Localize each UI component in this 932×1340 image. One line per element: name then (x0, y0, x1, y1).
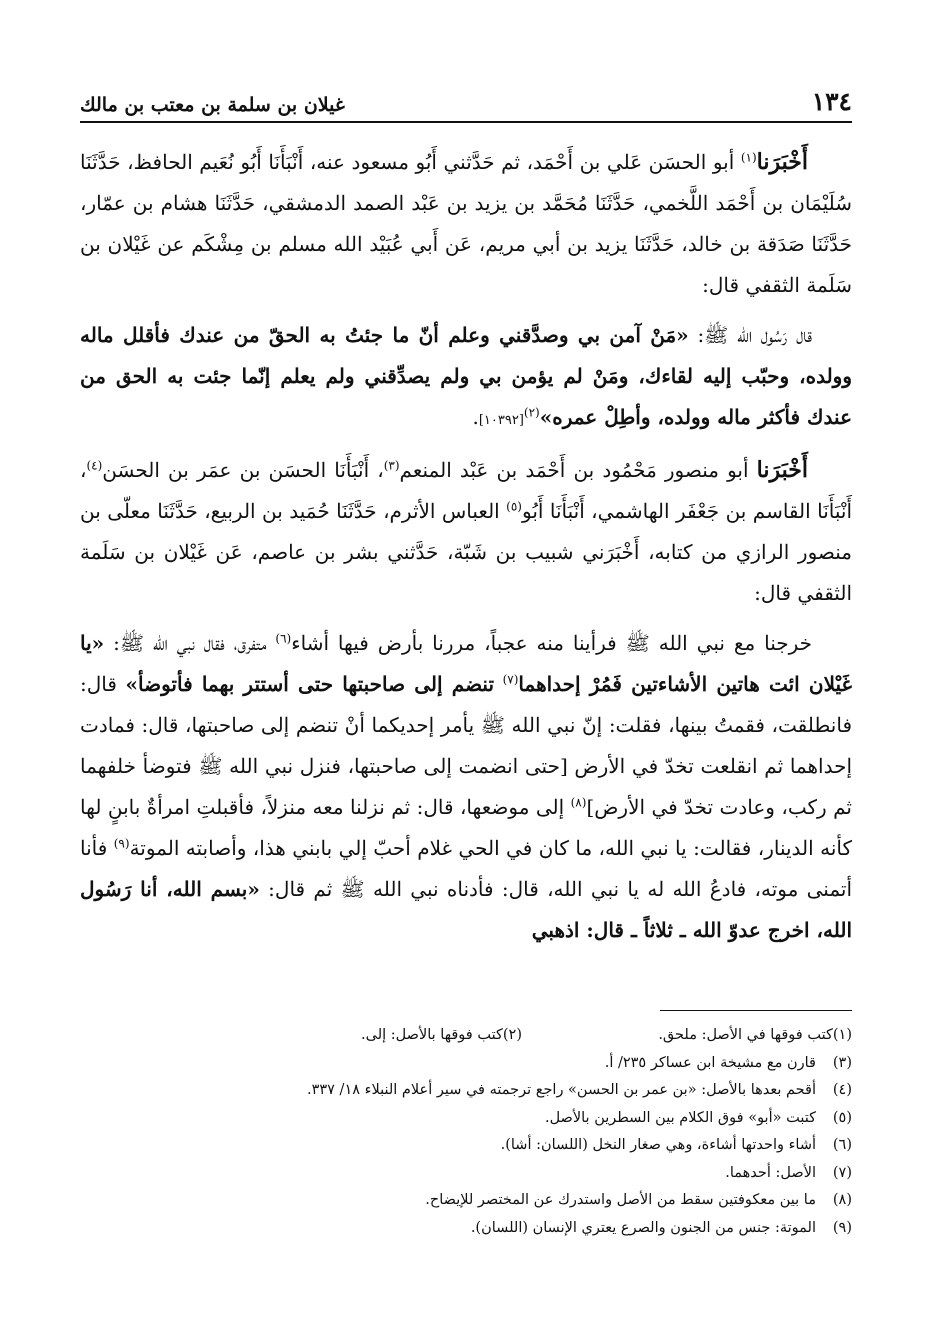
footnote-4 (80, 1077, 852, 1105)
footnote-ref-6[interactable]: (٦) (275, 631, 292, 646)
running-title: غيلان بن سلمة بن معتب بن مالك (80, 94, 345, 116)
page-header (80, 78, 852, 116)
paragraph-3 (80, 450, 852, 614)
footnote-ref-2[interactable]: (٢) (523, 405, 540, 420)
footnote-ref-1[interactable]: (١) (740, 150, 757, 165)
hadith-text: «بسم الله، أنا رَسُول الله، اخرج عدوّ الله ـ ثلاثاً ـ قال: اذهبي (80, 877, 852, 942)
footnote-1 (522, 1022, 852, 1050)
header-rule (80, 121, 852, 123)
footnote-text: قارن مع مشيخة ابن عساكر ٢٣٥/ أ. (604, 1054, 816, 1071)
main-text (80, 142, 852, 960)
footnote-row (80, 1022, 852, 1050)
footnote-number: (٣) (832, 1054, 852, 1071)
footnote-text: كتب فوقها في الأصل: ملحق. (658, 1027, 833, 1043)
paragraph-text: فأنا أتمنى موته، فادعُ الله له يا نبي الله، قال: فأدناه نبي الله ﷺ ثم قال: (80, 836, 853, 901)
paragraph-text: إلى موضعها، قال: ثم نزلنا معه منزلاً، فأقبلتِ امرأةٌ بابنٍ لها كأنه الدينار، فقالت: يا نبي الله، ما كان في الحي غلام أحبّ إلي بابني هذا، وأصابته الموتة (80, 795, 853, 860)
paragraph-end: . (472, 405, 479, 429)
footnote-ref-4[interactable]: (٤) (86, 458, 103, 473)
footnote-8 (80, 1187, 852, 1215)
footnote-text: كتب فوقها بالأصل: إلى. (361, 1027, 503, 1043)
footnote-3 (80, 1050, 852, 1078)
hadith-number: [١٠٣٩٢] (478, 413, 524, 428)
footnote-5 (80, 1105, 852, 1133)
footnote-9 (80, 1215, 852, 1243)
footnote-text: ما بين معكوفتين سقط من الأصل واستدرك عن المختصر للإيضاح. (425, 1192, 816, 1208)
hadith-text: «مَنْ آمن بي وصدَّقني وعلم أنّ ما جئتُ به الحقّ من عندك فأقلل ماله وولده، وحبّب إليه لقاءك، ومَنْ لم يؤمن بي ولم يصدِّقني ولم يعلم إنّما جئت به الحق من عندك فأكثر ماله وولده، وأطِلْ عمره» (80, 323, 852, 429)
footnote-number: (٨) (832, 1192, 852, 1208)
footnote-2 (192, 1022, 522, 1050)
hadith-intro: قال رَسُول الله ﷺ: (697, 323, 812, 347)
footnote-ref-8[interactable]: (٨) (570, 795, 587, 810)
footnote-ref-7[interactable]: (٧) (502, 672, 519, 687)
paragraph-text: العباس الأثرم، حَدَّثَنَا حُمَيد بن الربيع، حَدَّثَنَا معلّى بن منصور الرازي من كتابه، أَخْبَرَني شبيب بن شَبّة، حَدَّثني بشر بن عاصم، عَن غَيْلان بن سَلَمة الثقفي قال: (80, 499, 852, 605)
paragraph-text: متفرق، فقال نبي الله ﷺ: (113, 631, 267, 655)
footnote-text: الأصل: أحدهما. (725, 1164, 816, 1181)
page-number: ١٣٤ (811, 87, 852, 116)
paragraph-text: خرجنا مع نبي الله ﷺ فرأينا منه عجباً، مررنا بأرض فيها أشاء (291, 631, 812, 655)
footnote-6 (80, 1132, 852, 1160)
footnote-text: كتبت «أبو» فوق الكلام بين السطرين بالأصل. (544, 1109, 816, 1126)
footnote-number: (١) (832, 1027, 852, 1043)
footnote-7 (80, 1160, 852, 1188)
footnote-number: (٩) (832, 1219, 852, 1236)
footnote-number: (٥) (832, 1109, 852, 1126)
footnote-ref-9[interactable]: (٩) (113, 836, 130, 851)
paragraph-text: أبو منصور مَحْمُود بن أَحْمَد بن عَبْد المنعم (399, 458, 749, 482)
paragraph-2 (80, 315, 852, 441)
paragraph-text: ، أَنْبَأَنَا الحسَن بن عمَر بن الحسَن (102, 458, 384, 482)
hadith-text: تنضم إلى صاحبتها حتى أستتر بهما فأتوضأ» (125, 672, 495, 696)
paragraph-text: ، أَنْبَأَنَا القاسم بن جَعْفَر الهاشمي، أَنْبَأَنَا أَبُو (80, 458, 853, 523)
footnote-rule (660, 1010, 852, 1011)
footnote-number: (٦) (832, 1137, 852, 1153)
hadith-text: «يا غَيْلان ائت هاتين الأشاءتين فَمُرْ إحداهما (80, 631, 853, 696)
lead-word: أَخْبَرَنا (756, 149, 808, 175)
lead-word: أَخْبَرَنا (756, 457, 808, 483)
footnote-text: أشاء واحدتها أشاءة، وهي صغار النخل (اللسان: أشا). (500, 1137, 816, 1153)
paragraph-text: قال: فانطلقت، فقمتُ بينها، فقلت: إنّ نبي الله ﷺ يأمر إحديكما أنْ تنضم إلى صاحبتها، قال: فمادت إحداهما ثم انقلعت تخدّ في الأرض [حتى انضمت إلى صاحبتها، فنزل نبي الله ﷺ فتوضأ خلفهما ثم ركب، وعادت تخدّ في الأرض] (80, 672, 853, 819)
paragraph-1 (80, 142, 852, 306)
paragraph-text: أبو الحسَن عَلي بن أَحْمَد، ثم حَدَّثني أَبُو مسعود عنه، أَنْبَأَنَا أَبُو نُعَيم الحافظ، حَدَّثَنَا سُلَيْمَان بن أَحْمَد اللَّخمي، حَدَّثَنَا مُحَمَّد بن يزيد بن عَبْد الصمد الدمشقي، حَدَّثَنَا هشام بن عمّار، حَدَّثَنَا صَدَقة بن خالد، حَدَّثَنَا يزيد بن أبي مريم، عَن أَبي عُبَيْد الله مسلم بن مِشْكَم عن غَيْلان بن سَلَمة الثقفي قال: (80, 150, 852, 297)
footnote-ref-3[interactable]: (٣) (383, 458, 400, 473)
footnotes (80, 1022, 852, 1242)
footnote-number: (٤) (832, 1082, 852, 1098)
footnote-number: (٢) (502, 1027, 522, 1043)
footnote-text: الموتة: جنس من الجنون والصرع يعتري الإنسان (اللسان). (470, 1219, 816, 1236)
footnote-number: (٧) (832, 1164, 852, 1181)
footnote-text: أقحم بعدها بالأصل: «بن عمر بن الحسن» راجع ترجمته في سير أعلام النبلاء ١٨/ ٣٣٧. (306, 1082, 816, 1098)
paragraph-4 (80, 623, 852, 951)
footnote-ref-5[interactable]: (٥) (506, 499, 522, 514)
